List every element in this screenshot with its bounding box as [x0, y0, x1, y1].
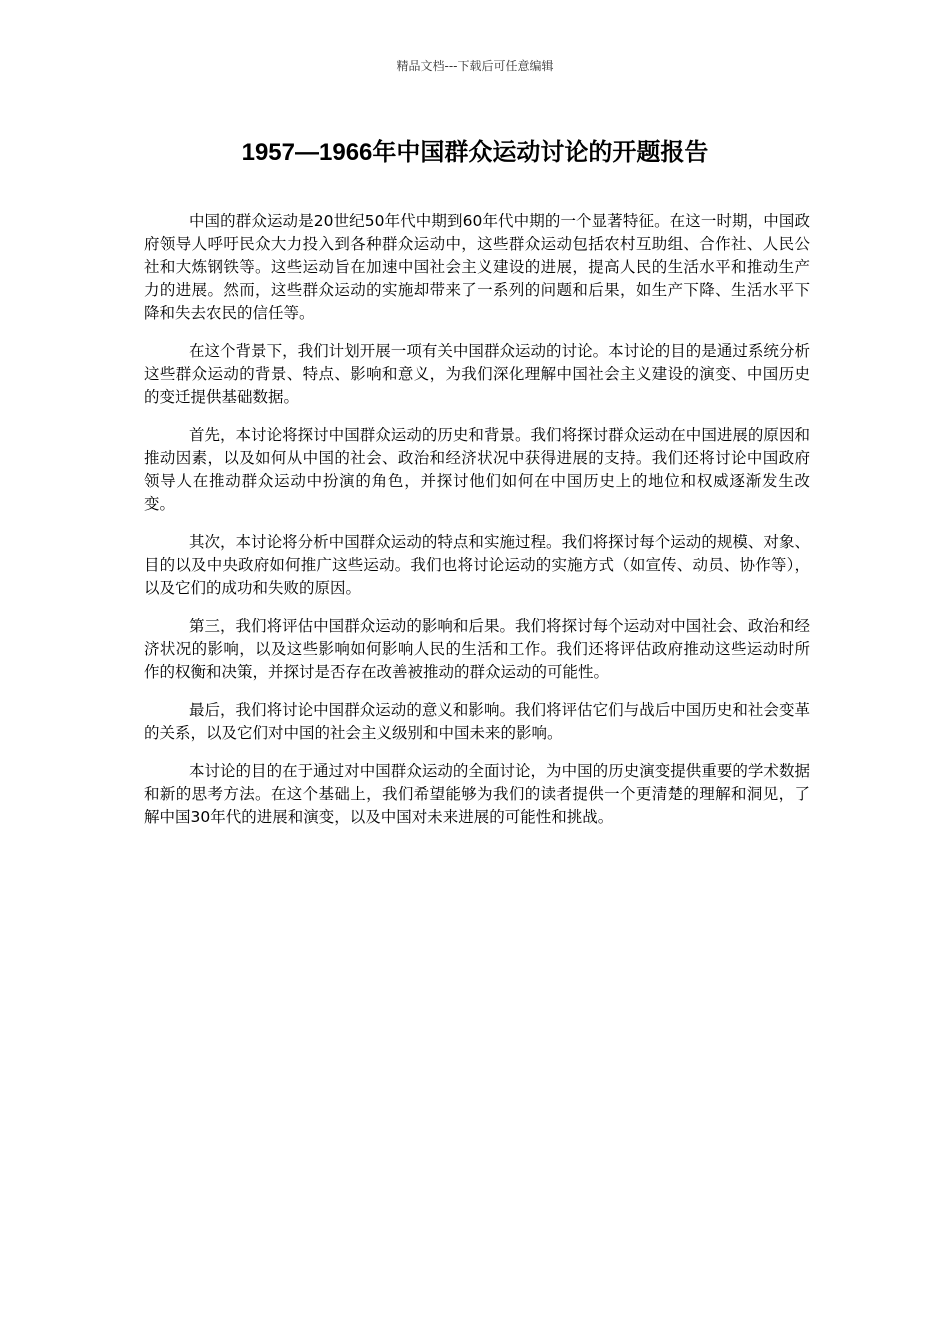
paragraph-4: 其次，本讨论将分析中国群众运动的特点和实施过程。我们将探讨每个运动的规模、对象、目的以及中央政府如何推广这些运动。我们也将讨论运动的实施方式（如宣传、动员、协作等），以及它们的成功和失败的原因。	[144, 533, 810, 597]
paragraph-7: 本讨论的目的在于通过对中国群众运动的全面讨论，为中国的历史演变提供重要的学术数据和新的思考方法。在这个基础上，我们希望能够为我们的读者提供一个更清楚的理解和洞见，了解中国30年代的进展和演变，以及中国对未来进展的可能性和挑战。	[144, 762, 810, 826]
document-title: 1957—1966年中国群众运动讨论的开题报告	[241, 139, 709, 166]
paragraph-3: 首先，本讨论将探讨中国群众运动的历史和背景。我们将探讨群众运动在中国进展的原因和推动因素，以及如何从中国的社会、政治和经济状况中获得进展的支持。我们还将讨论中国政府领导人在推动群众运动中扮演的角色，并探讨他们如何在中国历史上的地位和权威逐渐发生改变。	[144, 426, 810, 513]
header-note: 精品文档---下载后可任意编辑	[396, 59, 554, 73]
document-body	[144, 210, 810, 844]
paragraph-5: 第三，我们将评估中国群众运动的影响和后果。我们将探讨每个运动对中国社会、政治和经济状况的影响，以及这些影响如何影响人民的生活和工作。我们还将评估政府推动这些运动时所作的权衡和决策，并探讨是否存在改善被推动的群众运动的可能性。	[144, 617, 810, 681]
paragraph-1: 中国的群众运动是20世纪50年代中期到60年代中期的一个显著特征。在这一时期，中国政府领导人呼吁民众大力投入到各种群众运动中，这些群众运动包括农村互助组、合作社、人民公社和大炼钢铁等。这些运动旨在加速中国社会主义建设的进展，提高人民的生活水平和推动生产力的进展。然而，这些群众运动的实施却带来了一系列的问题和后果，如生产下降、生活水平下降和失去农民的信任等。	[144, 212, 810, 322]
paragraph-6: 最后，我们将讨论中国群众运动的意义和影响。我们将评估它们与战后中国历史和社会变革的关系，以及它们对中国的社会主义级别和中国未来的影响。	[144, 701, 810, 742]
paragraph-2: 在这个背景下，我们计划开展一项有关中国群众运动的讨论。本讨论的目的是通过系统分析这些群众运动的背景、特点、影响和意义，为我们深化理解中国社会主义建设的演变、中国历史的变迁提供基础数据。	[144, 342, 810, 406]
